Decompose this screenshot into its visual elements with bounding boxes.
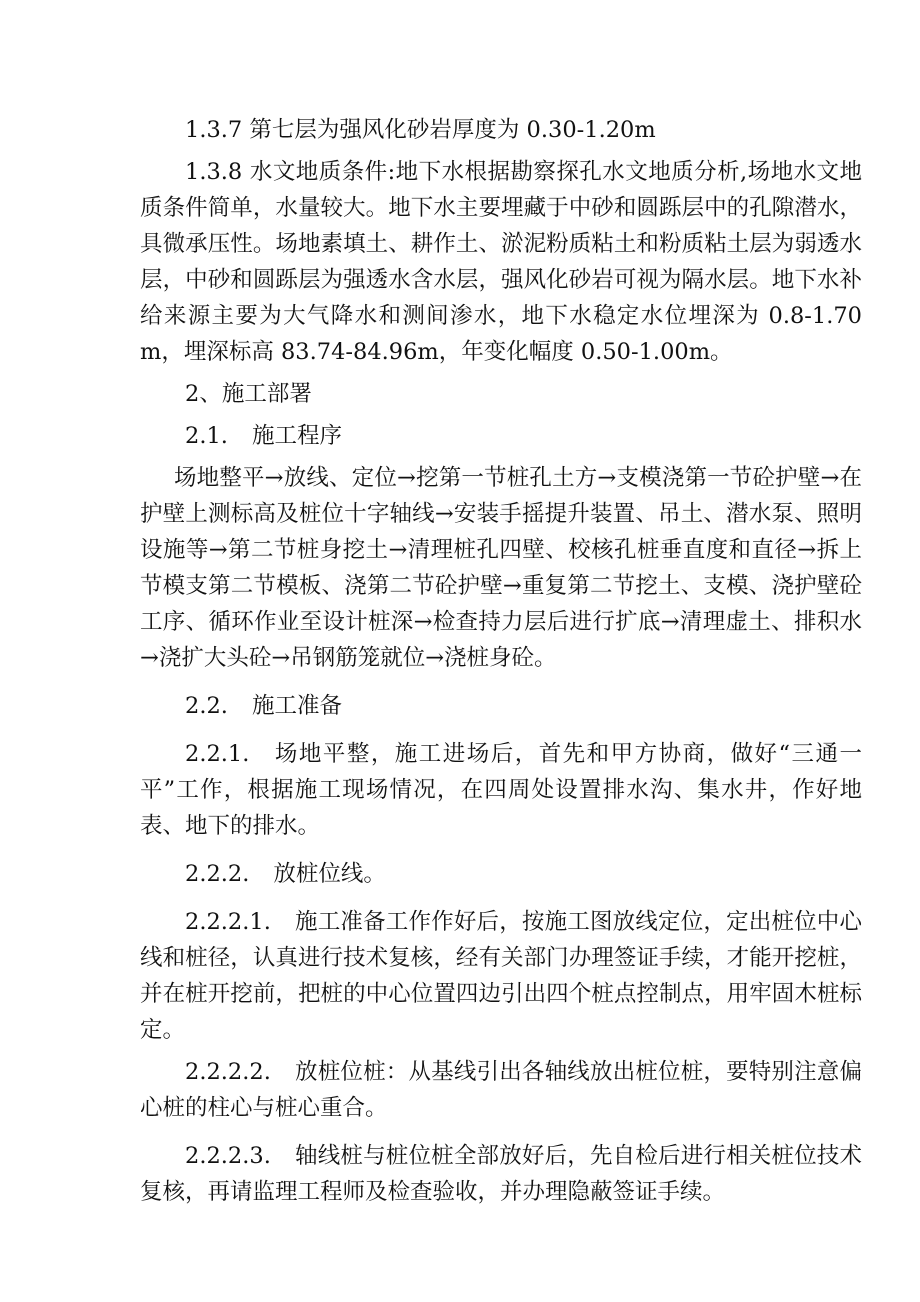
paragraph-2-2-2-1-text: 施工准备工作作好后，按施工图放线定位，定出桩位中心线和桩径，认真进行技术复核，经有关部门办理签证手续，才能开挖桩，并在桩开挖前，把桩的中心位置四边引出四个桩点控制点，用牢固木桩标定。: [140, 909, 862, 1043]
heading-2-1-number: 2.1.: [185, 423, 228, 449]
heading-2-1: [140, 418, 862, 454]
paragraph-2-2-2-2: [140, 1054, 862, 1126]
paragraph-2-2-2-3-number: 2.2.2.3.: [185, 1143, 271, 1169]
paragraph-2-2-1-number: 2.2.1.: [185, 741, 250, 767]
heading-2-2-2: [140, 856, 862, 892]
paragraph-2-2-2-2-text: 放桩位桩：从基线引出各轴线放出桩位桩，要特别注意偏心桩的柱心与桩心重合。: [140, 1059, 862, 1121]
document-body: [140, 112, 862, 1210]
heading-2-2-2-number: 2.2.2.: [185, 861, 250, 887]
paragraph-2-2-2-1: [140, 904, 862, 1048]
paragraph-1-3-8: 1.3.8 水文地质条件:地下水根据勘察探孔水文地质分析,场地水文地质条件简单，水量较大。地下水主要埋藏于中砂和圆跞层中的孔隙潜水，具微承压性。场地素填土、耕作土、淤泥粉质粘土和粉质粘土层为弱透水层，中砂和圆跞层为强透水含水层，强风化砂岩可视为隔水层。地下水补给来源主要为大气降水和测间渗水，地下水稳定水位埋深为 0.8-1.70m，埋深标高 83.74-84.96m，年变化幅度 0.50-1.00m。: [140, 159, 862, 365]
paragraph-1-3-7: 1.3.7 第七层为强风化砂岩厚度为 0.30-1.20m: [185, 117, 656, 143]
heading-2-2: [140, 688, 862, 724]
paragraph-2-2-2-2-number: 2.2.2.2.: [185, 1059, 271, 1085]
paragraph-2-2-2-1-number: 2.2.2.1.: [185, 909, 271, 935]
paragraph-2-2-1: [140, 736, 862, 844]
heading-2-1-title: 施工程序: [251, 423, 342, 449]
paragraph-2-2-2-3: [140, 1138, 862, 1210]
paragraph-2-2-2-3-text: 轴线桩与桩位桩全部放好后，先自检后进行相关桩位技术复核，再请监理工程师及检查验收，并办理隐蔽签证手续。: [140, 1143, 862, 1205]
heading-2-2-number: 2.2.: [185, 693, 228, 719]
paragraph-2-2-1-text: 场地平整，施工进场后，首先和甲方协商，做好“三通一平”工作，根据施工现场情况，在四周处设置排水沟、集水井，作好地表、地下的排水。: [140, 741, 862, 839]
heading-2-2-title: 施工准备: [251, 693, 342, 719]
heading-2-2-2-title: 放桩位线。: [273, 861, 386, 887]
paragraph-construction-flow: 场地整平→放线、定位→挖第一节桩孔土方→支模浇第一节砼护壁→在护壁上测标高及桩位十字轴线→安装手摇提升装置、吊土、潜水泵、照明设施等→第二节桩身挖土→清理桩孔四壁、校核孔桩垂直度和直径→拆上节模支第二节模板、浇第二节砼护壁→重复第二节挖土、支模、浇护壁砼工序、循环作业至设计桩深→检查持力层后进行扩底→清理虚土、排积水→浇扩大头砼→吊钢筋笼就位→浇桩身砼。: [140, 465, 862, 671]
heading-2-construction-deployment: 2、施工部署: [185, 381, 312, 407]
